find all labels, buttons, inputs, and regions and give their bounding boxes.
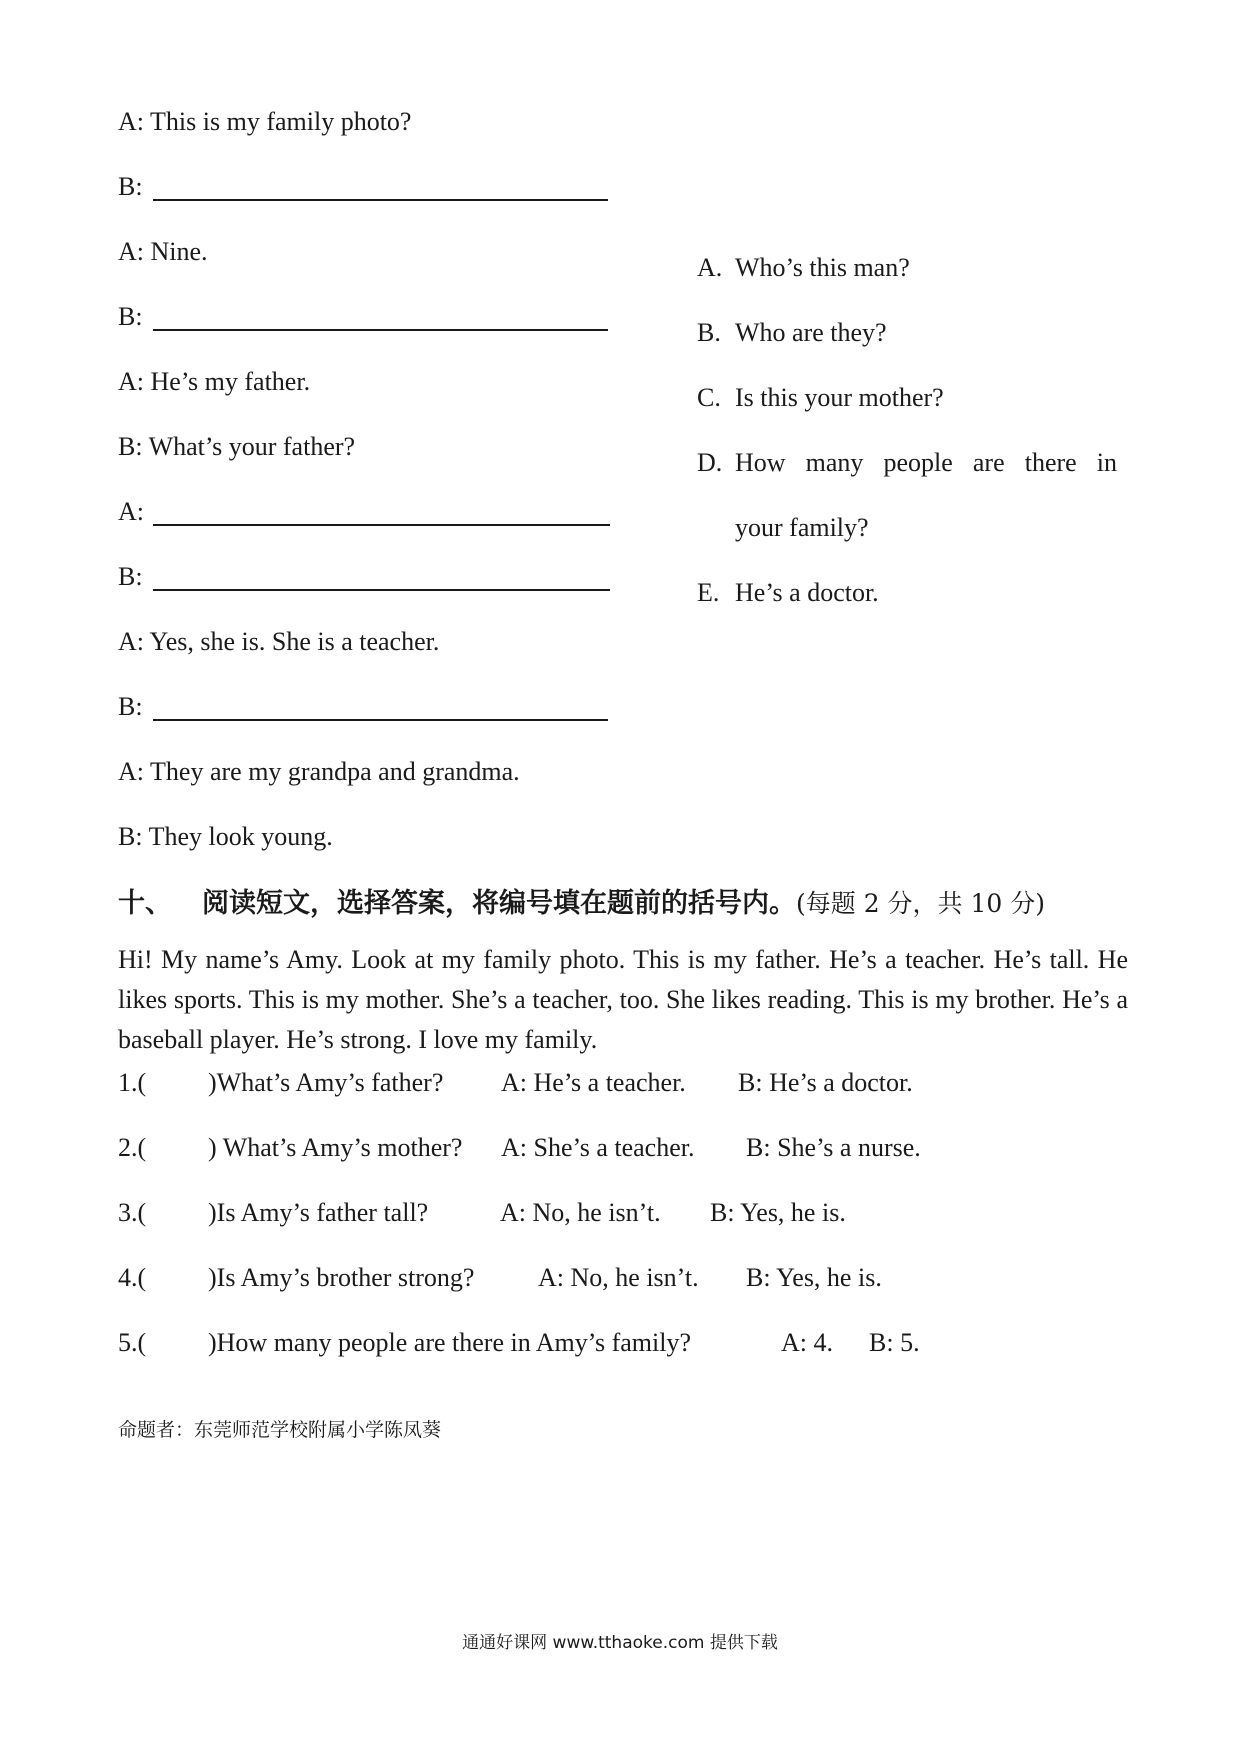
option-letter: A. [697, 253, 723, 282]
choice-b: B: Yes, he is. [746, 1263, 882, 1292]
option-b [697, 318, 887, 348]
speaker-label: B: [118, 172, 143, 201]
speaker-label: B: [118, 562, 143, 591]
answer-blank[interactable] [153, 589, 610, 591]
option-d [697, 448, 1117, 478]
dialogue-line: A: Nine. [118, 237, 208, 266]
question-number[interactable]: 3.( [118, 1198, 147, 1227]
option-text: How many people are there in [735, 448, 1117, 477]
question-5 [118, 1328, 1128, 1360]
option-text: Who are they? [735, 318, 887, 347]
dialogue-line: B: They look young. [118, 822, 333, 851]
dialogue-line: A: They are my grandpa and grandma. [118, 757, 520, 786]
option-text: He’s a doctor. [735, 578, 879, 607]
author-credit: 命题者：东莞师范学校附属小学陈凤葵 [118, 1419, 442, 1441]
dialogue-line: B: What’s your father? [118, 432, 356, 461]
question-stem: ) What’s Amy’s mother? [208, 1133, 463, 1162]
dialogue-blank-row [118, 692, 608, 724]
speaker-label: A: [118, 497, 144, 526]
option-letter: D. [697, 448, 723, 477]
dialogue-line: A: Yes, she is. She is a teacher. [118, 627, 440, 656]
page-footer: 通通好课网 www.tthaoke.com 提供下载 [462, 1633, 778, 1653]
question-stem: )Is Amy’s father tall? [208, 1198, 429, 1227]
choice-a: A: He’s a teacher. [501, 1068, 686, 1097]
reading-passage: Hi! My name’s Amy. Look at my family photo. This is my father. He’s a teacher. He’s tall. He likes sports. This is my mother. She’s a teacher, too. She likes reading. This is my brother. He’s a baseball player. He’s strong. I love my family. [118, 945, 1128, 1054]
dialogue-line: A: He’s my father. [118, 367, 311, 396]
option-text: Is this your mother? [735, 383, 944, 412]
option-c [697, 383, 944, 413]
question-4 [118, 1263, 1128, 1295]
question-stem: )How many people are there in Amy’s family? [208, 1328, 692, 1357]
dialogue-blank-row [118, 302, 608, 334]
choice-a: A: No, he isn’t. [538, 1263, 699, 1292]
speaker-label: B: [118, 302, 143, 331]
question-stem: )Is Amy’s brother strong? [208, 1263, 475, 1292]
question-stem: )What’s Amy’s father? [208, 1068, 444, 1097]
answer-blank[interactable] [153, 199, 608, 201]
option-d-continuation: your family? [735, 513, 869, 542]
section-number: 十、 [118, 888, 172, 919]
section-score: (每题 2 分，共 10 分) [796, 889, 1046, 918]
dialogue-line: A: This is my family photo? [118, 107, 412, 136]
choice-a: A: No, he isn’t. [500, 1198, 661, 1227]
dialogue-blank-row [118, 562, 610, 594]
choice-b: B: He’s a doctor. [738, 1068, 913, 1097]
section-heading [118, 887, 1045, 920]
option-letter: C. [697, 383, 721, 412]
question-number[interactable]: 4.( [118, 1263, 147, 1292]
dialogue-blank-row [118, 172, 608, 204]
choice-a: A: 4. [781, 1328, 833, 1357]
choice-a: A: She’s a teacher. [501, 1133, 695, 1162]
option-text: Who’s this man? [735, 253, 910, 282]
question-number[interactable]: 1.( [118, 1068, 147, 1097]
answer-blank[interactable] [153, 524, 610, 526]
speaker-label: B: [118, 692, 143, 721]
choice-b: B: She’s a nurse. [746, 1133, 921, 1162]
question-number[interactable]: 5.( [118, 1328, 147, 1357]
option-letter: B. [697, 318, 721, 347]
option-letter: E. [697, 578, 720, 607]
section-instruction: 阅读短文，选择答案，将编号填在题前的括号内。 [202, 888, 796, 919]
question-3 [118, 1198, 1128, 1230]
option-a [697, 253, 910, 283]
option-e [697, 578, 879, 608]
choice-b: B: 5. [869, 1328, 920, 1357]
answer-blank[interactable] [153, 719, 608, 721]
question-number[interactable]: 2.( [118, 1133, 147, 1162]
answer-blank[interactable] [153, 329, 608, 331]
choice-b: B: Yes, he is. [710, 1198, 846, 1227]
question-2 [118, 1133, 1128, 1165]
question-1 [118, 1068, 1128, 1100]
dialogue-blank-row [118, 497, 610, 529]
